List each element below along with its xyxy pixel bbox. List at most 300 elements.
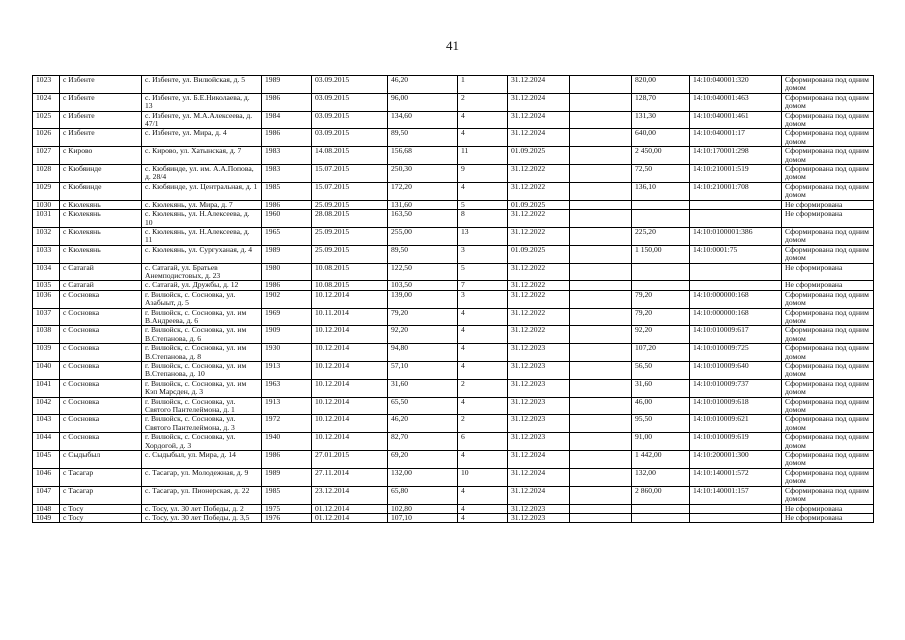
- cell-empty-cell: [570, 147, 632, 165]
- cell-area: 163,50: [388, 210, 458, 228]
- cell-area: 69,20: [388, 451, 458, 469]
- cell-cadastral-number: 14:10:010009:619: [690, 433, 782, 451]
- cell-settlement: с Сосновка: [60, 290, 142, 308]
- cell-settlement: с Сатагай: [60, 263, 142, 281]
- table-row: [33, 147, 874, 165]
- cell-date: 10.12.2014: [312, 362, 388, 380]
- cell-land-status: Сформирована под одним домом: [782, 433, 874, 451]
- cell-settlement: с Кюлекянь: [60, 200, 142, 209]
- cell-row-number: 1027: [33, 147, 60, 165]
- cell-cadastral-number: 14:10:040001:17: [690, 129, 782, 147]
- cell-settlement: с Сыдыбыл: [60, 451, 142, 469]
- cell-land-area: 225,20: [632, 227, 690, 245]
- cell-address: г. Вилюйск, с. Сосновка, ул. Хордогой, д. 3: [142, 433, 262, 451]
- cell-address: с. Тосу, ул. 30 лет Победы, д. 2: [142, 504, 262, 513]
- cell-settlement: с Сосновка: [60, 344, 142, 362]
- cell-empty-cell: [570, 263, 632, 281]
- cell-empty-cell: [570, 93, 632, 111]
- cell-land-area: 1 442,00: [632, 451, 690, 469]
- cell-land-status: Сформирована под одним домом: [782, 344, 874, 362]
- cell-cadastral-number: 14:10:040001:320: [690, 76, 782, 94]
- cell-row-number: 1042: [33, 397, 60, 415]
- cell-land-status: Сформирована под одним домом: [782, 111, 874, 129]
- cell-date: 10.08.2015: [312, 263, 388, 281]
- cell-date: 25.09.2015: [312, 227, 388, 245]
- cell-build-year: 1902: [262, 290, 312, 308]
- cell-deadline-date: 31.12.2024: [508, 486, 570, 504]
- cell-date: 03.09.2015: [312, 111, 388, 129]
- cell-address: с. Кюлекянь, ул. Н.Алексеева, д. 11: [142, 227, 262, 245]
- cell-deadline-date: 01.09.2025: [508, 200, 570, 209]
- cell-cadastral-number: 14:10:040001:463: [690, 93, 782, 111]
- cell-settlement: с Кюбяинде: [60, 165, 142, 183]
- cell-date: 14.08.2015: [312, 147, 388, 165]
- cell-land-area: 79,20: [632, 290, 690, 308]
- cell-build-year: 1909: [262, 326, 312, 344]
- cell-address: с. Тасагар, ул. Молодежная, д. 9: [142, 468, 262, 486]
- cell-area: 250,30: [388, 165, 458, 183]
- cell-address: г. Вилюйск, с. Сосновка, ул. им Кэп Марсден, д. 3: [142, 379, 262, 397]
- cell-land-area: 72,50: [632, 165, 690, 183]
- cell-residents-count: 4: [458, 182, 508, 200]
- table-row: [33, 486, 874, 504]
- cell-land-status: Сформирована под одним домом: [782, 76, 874, 94]
- cell-land-status: Сформирована под одним домом: [782, 147, 874, 165]
- cell-row-number: 1026: [33, 129, 60, 147]
- cell-land-status: Сформирована под одним домом: [782, 451, 874, 469]
- cell-row-number: 1038: [33, 326, 60, 344]
- cell-land-area: 46,00: [632, 397, 690, 415]
- cell-cadastral-number: 14:10:140001:157: [690, 486, 782, 504]
- cell-empty-cell: [570, 451, 632, 469]
- cell-address: г. Вилюйск, с. Сосновка, ул. им В.Степанова, д. 10: [142, 362, 262, 380]
- page-number: 41: [446, 38, 459, 53]
- cell-cadastral-number: 14:10:170001:298: [690, 147, 782, 165]
- cell-build-year: 1913: [262, 397, 312, 415]
- cell-address: с. Тосу, ул. 30 лет Победы, д. 3,5: [142, 513, 262, 522]
- cell-empty-cell: [570, 415, 632, 433]
- cell-build-year: 1984: [262, 111, 312, 129]
- cell-residents-count: 11: [458, 147, 508, 165]
- cell-area: 92,20: [388, 326, 458, 344]
- cell-empty-cell: [570, 76, 632, 94]
- cell-cadastral-number: 14:10:000000:168: [690, 290, 782, 308]
- cell-deadline-date: 31.12.2023: [508, 344, 570, 362]
- cell-land-status: Сформирована под одним домом: [782, 165, 874, 183]
- cell-land-area: 95,50: [632, 415, 690, 433]
- cell-build-year: 1985: [262, 486, 312, 504]
- cell-land-area: 92,20: [632, 326, 690, 344]
- cell-address: г. Вилюйск, с. Сосновка, ул. им В.Степанова, д. 6: [142, 326, 262, 344]
- cell-empty-cell: [570, 344, 632, 362]
- cell-cadastral-number: 14:10:010009:725: [690, 344, 782, 362]
- cell-residents-count: 13: [458, 227, 508, 245]
- cell-cadastral-number: 14:10:000000:168: [690, 308, 782, 326]
- table-row: [33, 504, 874, 513]
- cell-address: г. Вилюйск, с. Сосновка, ул. им В.Андреева, д. 6: [142, 308, 262, 326]
- cell-deadline-date: 31.12.2022: [508, 308, 570, 326]
- cell-row-number: 1029: [33, 182, 60, 200]
- cell-date: 23.12.2014: [312, 486, 388, 504]
- cell-settlement: с Сосновка: [60, 379, 142, 397]
- cell-build-year: 1986: [262, 93, 312, 111]
- cell-settlement: с Кюлекянь: [60, 227, 142, 245]
- cell-land-status: Не сформирована: [782, 210, 874, 228]
- cell-row-number: 1044: [33, 433, 60, 451]
- cell-address: с. Кюлекянь, ул. Н.Алексеева, д. 10: [142, 210, 262, 228]
- cell-land-status: Сформирована под одним домом: [782, 245, 874, 263]
- cell-deadline-date: 31.12.2022: [508, 290, 570, 308]
- cell-address: с. Кюлекянь, ул. Мира, д. 7: [142, 200, 262, 209]
- cell-deadline-date: 31.12.2023: [508, 362, 570, 380]
- cell-land-status: Сформирована под одним домом: [782, 397, 874, 415]
- cell-land-area: [632, 263, 690, 281]
- cell-build-year: 1963: [262, 379, 312, 397]
- cell-address: г. Вилюйск, с. Сосновка, ул. им В.Степанова, д. 8: [142, 344, 262, 362]
- table-row: [33, 308, 874, 326]
- cell-residents-count: 10: [458, 468, 508, 486]
- cell-build-year: 1913: [262, 362, 312, 380]
- cell-settlement: с Кирово: [60, 147, 142, 165]
- cell-land-status: Сформирована под одним домом: [782, 93, 874, 111]
- cell-land-area: 131,30: [632, 111, 690, 129]
- cell-build-year: 1965: [262, 227, 312, 245]
- cell-empty-cell: [570, 397, 632, 415]
- cell-cadastral-number: 14:10:210001:519: [690, 165, 782, 183]
- cell-land-area: 79,20: [632, 308, 690, 326]
- cell-area: 82,70: [388, 433, 458, 451]
- cell-row-number: 1047: [33, 486, 60, 504]
- cell-residents-count: 4: [458, 513, 508, 522]
- cell-deadline-date: 31.12.2023: [508, 433, 570, 451]
- cell-date: 10.12.2014: [312, 397, 388, 415]
- cell-empty-cell: [570, 182, 632, 200]
- cell-area: 255,00: [388, 227, 458, 245]
- cell-build-year: 1986: [262, 451, 312, 469]
- cell-area: 57,10: [388, 362, 458, 380]
- cell-date: 03.09.2015: [312, 76, 388, 94]
- cell-residents-count: 4: [458, 326, 508, 344]
- cell-row-number: 1036: [33, 290, 60, 308]
- cell-date: 10.12.2014: [312, 326, 388, 344]
- cell-settlement: с Кюлекянь: [60, 245, 142, 263]
- cell-cadastral-number: 14:10:010009:617: [690, 326, 782, 344]
- cell-land-area: 91,00: [632, 433, 690, 451]
- cell-date: 10.12.2014: [312, 379, 388, 397]
- cell-address: с. Избенте, ул. Вилюйская, д. 5: [142, 76, 262, 94]
- cell-residents-count: 4: [458, 129, 508, 147]
- cell-area: 134,60: [388, 111, 458, 129]
- cell-land-status: Не сформирована: [782, 263, 874, 281]
- cell-land-area: 640,00: [632, 129, 690, 147]
- cell-land-status: Сформирована под одним домом: [782, 486, 874, 504]
- cell-residents-count: 4: [458, 504, 508, 513]
- cell-settlement: с Тасагар: [60, 486, 142, 504]
- cell-land-status: Не сформирована: [782, 281, 874, 290]
- cell-row-number: 1032: [33, 227, 60, 245]
- cell-area: 31,60: [388, 379, 458, 397]
- cell-empty-cell: [570, 200, 632, 209]
- table-row: [33, 433, 874, 451]
- cell-date: 03.09.2015: [312, 129, 388, 147]
- table-body: [33, 76, 874, 523]
- cell-date: 15.07.2015: [312, 165, 388, 183]
- cell-row-number: 1046: [33, 468, 60, 486]
- cell-residents-count: 6: [458, 433, 508, 451]
- cell-deadline-date: 01.09.2025: [508, 147, 570, 165]
- cell-cadastral-number: [690, 513, 782, 522]
- cell-area: 103,50: [388, 281, 458, 290]
- cell-area: 102,80: [388, 504, 458, 513]
- cell-empty-cell: [570, 111, 632, 129]
- cell-empty-cell: [570, 129, 632, 147]
- cell-settlement: с Сосновка: [60, 397, 142, 415]
- cell-settlement: с Сосновка: [60, 362, 142, 380]
- cell-land-area: [632, 200, 690, 209]
- cell-residents-count: 2: [458, 93, 508, 111]
- table-row: [33, 263, 874, 281]
- cell-settlement: с Сатагай: [60, 281, 142, 290]
- cell-empty-cell: [570, 290, 632, 308]
- cell-address: г. Вилюйск, с. Сосновка, ул. Святого Пантелеймона, д. 3: [142, 415, 262, 433]
- cell-residents-count: 4: [458, 111, 508, 129]
- cell-area: 132,00: [388, 468, 458, 486]
- cell-date: 10.12.2014: [312, 415, 388, 433]
- cell-build-year: 1989: [262, 468, 312, 486]
- cell-row-number: 1041: [33, 379, 60, 397]
- cell-build-year: 1989: [262, 76, 312, 94]
- cell-residents-count: 3: [458, 245, 508, 263]
- cell-address: г. Вилюйск, с. Сосновка, ул. Святого Пантелеймона, д. 1: [142, 397, 262, 415]
- cell-empty-cell: [570, 308, 632, 326]
- cell-row-number: 1031: [33, 210, 60, 228]
- cell-date: 25.09.2015: [312, 200, 388, 209]
- table-row: [33, 200, 874, 209]
- cell-cadastral-number: 14:10:210001:708: [690, 182, 782, 200]
- cell-settlement: с Тасагар: [60, 468, 142, 486]
- cell-build-year: 1986: [262, 200, 312, 209]
- cell-build-year: 1989: [262, 245, 312, 263]
- cell-land-area: 1 150,00: [632, 245, 690, 263]
- cell-deadline-date: 31.12.2024: [508, 111, 570, 129]
- cell-row-number: 1043: [33, 415, 60, 433]
- cell-date: 10.08.2015: [312, 281, 388, 290]
- cell-build-year: 1930: [262, 344, 312, 362]
- cell-land-status: Сформирована под одним домом: [782, 227, 874, 245]
- table-row: [33, 182, 874, 200]
- cell-deadline-date: 31.12.2024: [508, 76, 570, 94]
- cell-area: 96,00: [388, 93, 458, 111]
- cell-row-number: 1045: [33, 451, 60, 469]
- cell-deadline-date: 31.12.2022: [508, 165, 570, 183]
- cell-area: 107,10: [388, 513, 458, 522]
- cell-empty-cell: [570, 362, 632, 380]
- cell-area: 94,80: [388, 344, 458, 362]
- cell-row-number: 1028: [33, 165, 60, 183]
- cell-cadastral-number: 14:10:010009:618: [690, 397, 782, 415]
- cell-build-year: 1985: [262, 182, 312, 200]
- cell-settlement: с Кюбяинде: [60, 182, 142, 200]
- table-row: [33, 362, 874, 380]
- cell-residents-count: 4: [458, 308, 508, 326]
- cell-area: 89,50: [388, 245, 458, 263]
- cell-deadline-date: 31.12.2024: [508, 93, 570, 111]
- cell-land-area: 136,10: [632, 182, 690, 200]
- cell-residents-count: 9: [458, 165, 508, 183]
- cell-address: с. Тасагар, ул. Пионерская, д. 22: [142, 486, 262, 504]
- cell-empty-cell: [570, 210, 632, 228]
- cell-area: 89,50: [388, 129, 458, 147]
- cell-build-year: 1986: [262, 281, 312, 290]
- cell-empty-cell: [570, 165, 632, 183]
- cell-deadline-date: 31.12.2023: [508, 513, 570, 522]
- cell-cadastral-number: 14:10:200001:300: [690, 451, 782, 469]
- cell-row-number: 1040: [33, 362, 60, 380]
- cell-land-status: Не сформирована: [782, 513, 874, 522]
- cell-residents-count: 2: [458, 379, 508, 397]
- cell-cadastral-number: 14:10:140001:572: [690, 468, 782, 486]
- cell-land-area: 107,20: [632, 344, 690, 362]
- cell-area: 79,20: [388, 308, 458, 326]
- cell-land-status: Сформирована под одним домом: [782, 326, 874, 344]
- cell-deadline-date: 31.12.2023: [508, 397, 570, 415]
- cell-row-number: 1033: [33, 245, 60, 263]
- cell-settlement: с Избенте: [60, 76, 142, 94]
- cell-cadastral-number: [690, 281, 782, 290]
- cell-area: 65,80: [388, 486, 458, 504]
- cell-area: 65,50: [388, 397, 458, 415]
- cell-land-area: 132,00: [632, 468, 690, 486]
- cell-area: 46,20: [388, 415, 458, 433]
- cell-row-number: 1039: [33, 344, 60, 362]
- cell-land-area: 31,60: [632, 379, 690, 397]
- cell-land-area: 56,50: [632, 362, 690, 380]
- cell-date: 15.07.2015: [312, 182, 388, 200]
- cell-area: 139,00: [388, 290, 458, 308]
- cell-deadline-date: 31.12.2022: [508, 263, 570, 281]
- cell-empty-cell: [570, 379, 632, 397]
- cell-build-year: 1976: [262, 513, 312, 522]
- table-row: [33, 129, 874, 147]
- cell-settlement: с Сосновка: [60, 415, 142, 433]
- cell-residents-count: 4: [458, 344, 508, 362]
- cell-address: с. Сатагай, ул. Братьев Анемподистовых, д. 23: [142, 263, 262, 281]
- cell-date: 01.12.2014: [312, 504, 388, 513]
- cell-settlement: с Тосу: [60, 504, 142, 513]
- cell-settlement: с Сосновка: [60, 308, 142, 326]
- cell-residents-count: 4: [458, 397, 508, 415]
- cell-residents-count: 7: [458, 281, 508, 290]
- cell-land-status: Сформирована под одним домом: [782, 290, 874, 308]
- cell-date: 28.08.2015: [312, 210, 388, 228]
- cell-cadastral-number: [690, 210, 782, 228]
- cell-area: 122,50: [388, 263, 458, 281]
- cell-land-status: Сформирована под одним домом: [782, 182, 874, 200]
- table-row: [33, 281, 874, 290]
- cell-cadastral-number: 14:10:010009:737: [690, 379, 782, 397]
- cell-settlement: с Избенте: [60, 129, 142, 147]
- cell-build-year: 1983: [262, 165, 312, 183]
- cell-deadline-date: 31.12.2022: [508, 326, 570, 344]
- cell-empty-cell: [570, 281, 632, 290]
- cell-settlement: с Сосновка: [60, 433, 142, 451]
- table-row: [33, 210, 874, 228]
- cell-residents-count: 4: [458, 486, 508, 504]
- cell-row-number: 1024: [33, 93, 60, 111]
- table-row: [33, 451, 874, 469]
- cell-date: 10.12.2014: [312, 433, 388, 451]
- cell-build-year: 1969: [262, 308, 312, 326]
- cell-deadline-date: 31.12.2024: [508, 129, 570, 147]
- cell-build-year: 1986: [262, 129, 312, 147]
- cell-residents-count: 1: [458, 76, 508, 94]
- cell-address: с. Избенте, ул. М.А.Алексеева, д. 47/1: [142, 111, 262, 129]
- cell-land-area: [632, 504, 690, 513]
- cell-residents-count: 5: [458, 263, 508, 281]
- cell-deadline-date: 31.12.2024: [508, 451, 570, 469]
- cell-land-area: [632, 513, 690, 522]
- cell-land-area: 128,70: [632, 93, 690, 111]
- cell-row-number: 1048: [33, 504, 60, 513]
- cell-empty-cell: [570, 326, 632, 344]
- cell-date: 10.12.2014: [312, 344, 388, 362]
- table-row: [33, 468, 874, 486]
- cell-address: с. Сатагай, ул. Дружбы, д. 12: [142, 281, 262, 290]
- cell-address: с. Избенте, ул. Б.Е.Николаева, д. 13: [142, 93, 262, 111]
- cell-land-status: Сформирована под одним домом: [782, 379, 874, 397]
- cell-cadastral-number: [690, 263, 782, 281]
- cell-build-year: 1980: [262, 263, 312, 281]
- cell-cadastral-number: 14:10:040001:461: [690, 111, 782, 129]
- cell-cadastral-number: [690, 504, 782, 513]
- table-row: [33, 379, 874, 397]
- table-row: [33, 290, 874, 308]
- cell-land-area: [632, 281, 690, 290]
- cell-build-year: 1972: [262, 415, 312, 433]
- housing-registry-table: [32, 75, 874, 523]
- table-row: [33, 415, 874, 433]
- cell-settlement: с Избенте: [60, 111, 142, 129]
- cell-land-status: Сформирована под одним домом: [782, 362, 874, 380]
- cell-land-status: Сформирована под одним домом: [782, 415, 874, 433]
- table-row: [33, 397, 874, 415]
- cell-cadastral-number: [690, 200, 782, 209]
- cell-address: с. Кюлекянь, ул. Сургуханая, д. 4: [142, 245, 262, 263]
- cell-cadastral-number: 14:10:0100001:386: [690, 227, 782, 245]
- cell-address: с. Избенте, ул. Мира, д. 4: [142, 129, 262, 147]
- cell-row-number: 1035: [33, 281, 60, 290]
- table-row: [33, 344, 874, 362]
- cell-empty-cell: [570, 227, 632, 245]
- table-row: [33, 165, 874, 183]
- cell-deadline-date: 31.12.2023: [508, 504, 570, 513]
- cell-land-status: Сформирована под одним домом: [782, 468, 874, 486]
- cell-empty-cell: [570, 245, 632, 263]
- cell-deadline-date: 31.12.2024: [508, 468, 570, 486]
- cell-date: 01.12.2014: [312, 513, 388, 522]
- cell-address: с. Кюбяинде, ул. Центральная, д. 1: [142, 182, 262, 200]
- cell-deadline-date: 01.09.2025: [508, 245, 570, 263]
- cell-settlement: с Тосу: [60, 513, 142, 522]
- cell-residents-count: 4: [458, 451, 508, 469]
- cell-settlement: с Избенте: [60, 93, 142, 111]
- cell-land-status: Сформирована под одним домом: [782, 129, 874, 147]
- cell-empty-cell: [570, 513, 632, 522]
- cell-residents-count: 4: [458, 362, 508, 380]
- cell-land-status: Не сформирована: [782, 504, 874, 513]
- cell-empty-cell: [570, 504, 632, 513]
- cell-deadline-date: 31.12.2022: [508, 281, 570, 290]
